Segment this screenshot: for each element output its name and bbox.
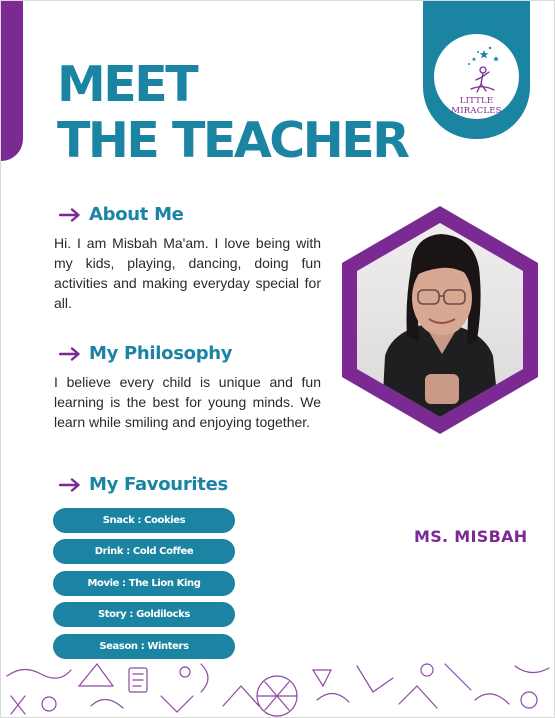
arrow-right-icon — [59, 347, 81, 361]
teacher-name: MS. MISBAH — [414, 527, 528, 546]
school-doodles-decoration — [1, 656, 555, 718]
favourite-movie: Movie : The Lion King — [53, 571, 235, 596]
favourite-season: Season : Winters — [53, 634, 235, 659]
favourites-heading — [59, 474, 228, 495]
arrow-right-icon — [59, 478, 81, 492]
arrow-right-icon — [59, 208, 81, 222]
favourite-story: Story : Goldilocks — [53, 602, 235, 627]
left-accent-bar — [1, 1, 23, 161]
favourite-drink: Drink : Cold Coffee — [53, 539, 235, 564]
logo-text: LITTLE MIRACLES — [451, 96, 502, 116]
about-heading — [59, 204, 184, 225]
teacher-photo-frame — [341, 206, 539, 434]
logo-badge — [430, 30, 523, 123]
about-heading-text: About Me — [89, 204, 184, 225]
teacher-photo — [341, 206, 539, 434]
logo-tab — [423, 1, 530, 139]
philosophy-text: I believe every child is unique and fun learning is the best for young minds. We learn while smiling and enjoying together. — [54, 374, 321, 430]
philosophy-heading-text: My Philosophy — [89, 343, 233, 364]
philosophy-heading — [59, 343, 232, 364]
title-line-2: THE TEACHER — [57, 112, 408, 169]
favourites-heading-text: My Favourites — [89, 474, 228, 495]
title-line-1: MEET — [57, 56, 197, 113]
page-title — [57, 57, 407, 169]
about-text: Hi. I am Misbah Ma'am. I love being with my kids, playing, dancing, doing fun activities and making everyday special for all. — [54, 235, 321, 311]
favourite-snack: Snack : Cookies — [53, 508, 235, 533]
